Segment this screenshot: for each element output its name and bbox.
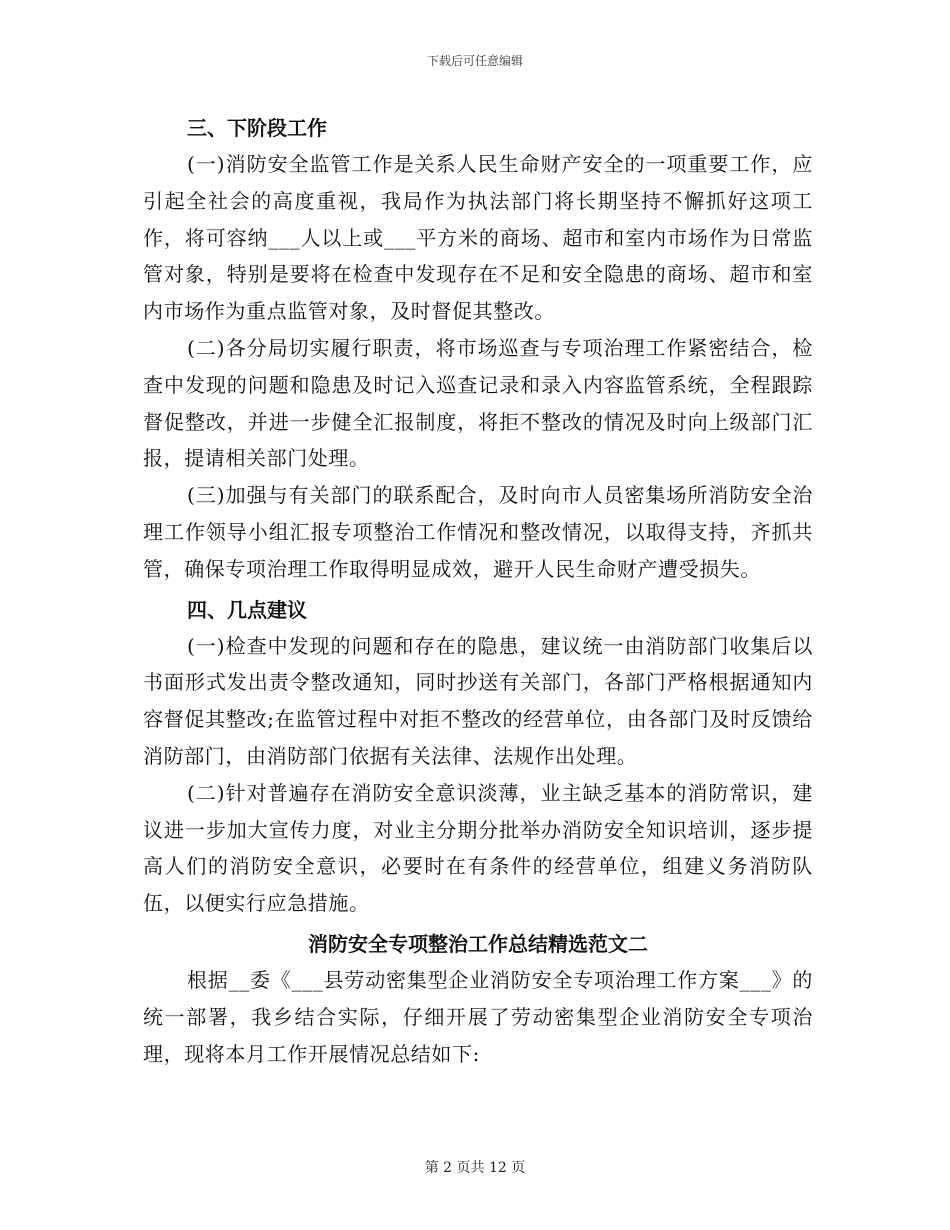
paragraph: (二)各分局切实履行职责，将市场巡查与专项治理工作紧密结合，检查中发现的问题和隐患及时记入巡查记录和录入内容监管系统，全程跟踪督促整改，并进一步健全汇报制度，将拒不整改的情况及时向上级部门汇报，提请相关部门处理。 [143, 335, 813, 471]
paragraph: 根据__委《___县劳动密集型企业消防安全专项治理工作方案___》的统一部署，我乡结合实际，仔细开展了劳动密集型企业消防安全专项治理，现将本月工作开展情况总结如下: [143, 967, 813, 1066]
article-title: 消防安全专项整治工作总结精选范文二 [308, 931, 648, 956]
paragraph: (二)针对普遍存在消防安全意识淡薄，业主缺乏基本的消防常识，建议进一步加大宣传力度，对业主分期分批举办消防安全知识培训，逐步提高人们的消防安全意识，必要时在有条件的经营单位，组建义务消防队伍，以便实行应急措施。 [143, 780, 813, 916]
paragraph: (三)加强与有关部门的联系配合，及时向市人员密集场所消防安全治理工作领导小组汇报专项整治工作情况和整改情况，以取得支持，齐抓共管，确保专项治理工作取得明显成效，避开人民生命财产遭受损失。 [143, 483, 813, 581]
page-footer: 第 2 页共 12 页 [424, 1160, 526, 1176]
section-heading-suggestions: 四、几点建议 [187, 597, 307, 622]
paragraph: (一)检查中发现的问题和存在的隐患，建议统一由消防部门收集后以书面形式发出责令整改通知，同时抄送有关部门，各部门严格根据通知内容督促其整改;在监管过程中对拒不整改的经营单位，由各部门及时反馈给消防部门，由消防部门依据有关法律、法规作出处理。 [143, 633, 813, 768]
section-heading-next-stage: 三、下阶段工作 [187, 116, 327, 140]
page-header: 下载后可任意编辑 [426, 54, 523, 68]
paragraph: (一)消防安全监管工作是关系人民生命财产安全的一项重要工作，应引起全社会的高度重视，我局作为执法部门将长期坚持不懈抓好这项工作，将可容纳___人以上或___平方米的商场、超市和室内市场作为日常监管对象，特别是要将在检查中发现存在不足和安全隐患的商场、超市和室内市场作为重点监管对象，及时督促其整改。 [143, 152, 813, 324]
document-body [143, 110, 813, 1072]
